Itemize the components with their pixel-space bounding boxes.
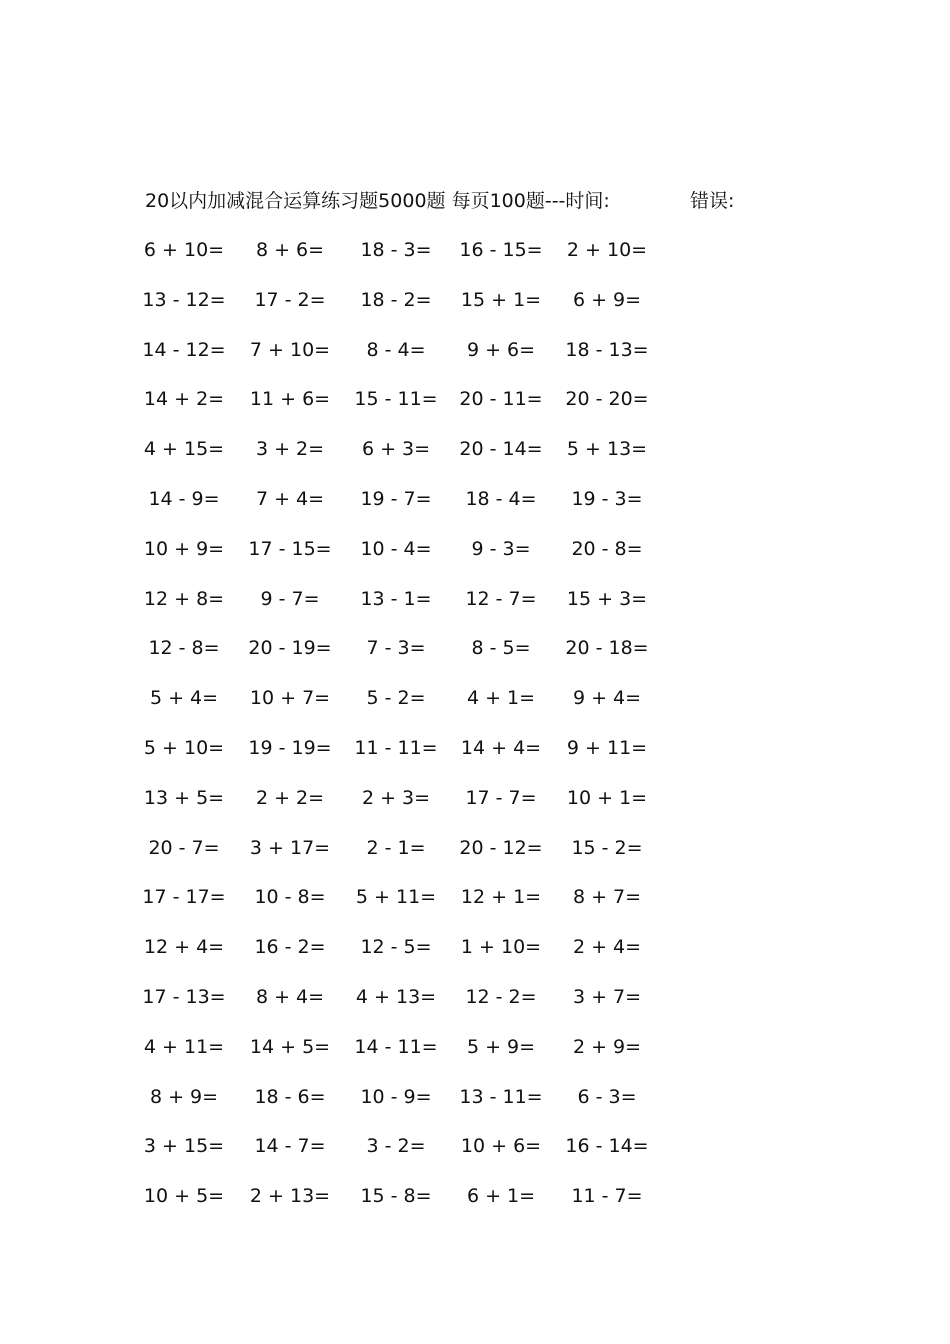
problem: 6 + 10=	[143, 239, 225, 261]
problem: 13 - 1=	[360, 587, 432, 610]
problem-row	[145, 1032, 705, 1082]
problem: 20 - 12=	[459, 836, 543, 859]
problem: 20 - 8=	[571, 537, 643, 560]
problem: 5 + 11=	[355, 886, 437, 909]
errors-label: 错误:	[690, 190, 735, 212]
problem: 7 + 10=	[249, 338, 331, 361]
problem: 12 - 2=	[465, 985, 537, 1008]
problem: 5 - 2=	[366, 687, 426, 710]
problem: 12 + 1=	[460, 886, 542, 909]
problem: 14 - 12=	[142, 338, 226, 361]
problem: 19 - 19=	[248, 736, 332, 759]
problem: 14 + 4=	[460, 736, 542, 759]
problem: 15 - 11=	[354, 388, 438, 411]
problem: 12 - 8=	[148, 637, 220, 660]
problem-row	[145, 484, 705, 534]
problem: 4 + 15=	[143, 438, 225, 461]
problem: 10 + 7=	[249, 687, 331, 710]
problem-row	[142, 882, 705, 932]
problem: 18 - 2=	[360, 288, 432, 311]
problem-row	[145, 783, 705, 833]
problem: 2 + 4=	[572, 936, 642, 959]
problem: 16 - 15=	[459, 239, 543, 261]
problem: 20 - 19=	[248, 637, 332, 660]
problem: 17 - 17=	[142, 886, 226, 909]
problem: 13 - 11=	[459, 1085, 543, 1108]
problem: 8 - 4=	[366, 338, 426, 361]
problem: 10 + 9=	[143, 537, 225, 560]
problem: 11 + 6=	[249, 388, 331, 411]
problem: 6 + 9=	[572, 288, 642, 311]
problem: 5 + 13=	[566, 438, 648, 461]
problem: 20 - 11=	[459, 388, 543, 411]
problem-row	[145, 584, 705, 634]
problem: 2 + 9=	[572, 1035, 642, 1058]
problem: 16 - 2=	[254, 936, 326, 959]
problem-row	[145, 434, 705, 484]
problem: 15 - 2=	[571, 836, 643, 859]
problem: 9 + 6=	[466, 338, 536, 361]
problem: 14 - 7=	[254, 1135, 326, 1158]
problem-row	[145, 833, 705, 883]
problem-row	[145, 1181, 705, 1231]
problem: 8 - 5=	[471, 637, 531, 660]
problem: 11 - 7=	[571, 1185, 643, 1208]
problem: 6 + 1=	[466, 1185, 536, 1208]
problem: 3 + 7=	[572, 985, 642, 1008]
problem-row	[145, 733, 705, 783]
problem: 8 + 7=	[572, 886, 642, 909]
problem: 8 + 9=	[149, 1085, 219, 1108]
problem: 12 + 8=	[143, 587, 225, 610]
problem: 3 + 17=	[249, 836, 331, 859]
worksheet-title: 20以内加减混合运算练习题5000题 每页100题---时间:	[145, 190, 610, 212]
problem: 5 + 9=	[466, 1035, 536, 1058]
problem: 20 - 14=	[459, 438, 543, 461]
problem: 2 - 1=	[366, 836, 426, 859]
problem: 10 - 4=	[360, 537, 432, 560]
problem: 12 - 5=	[360, 936, 432, 959]
problem: 15 - 8=	[360, 1185, 432, 1208]
problem: 17 - 13=	[142, 985, 226, 1008]
problem: 20 - 18=	[565, 637, 649, 660]
problem: 12 - 7=	[465, 587, 537, 610]
problem: 4 + 11=	[143, 1035, 225, 1058]
problem: 9 + 11=	[566, 736, 648, 759]
problem-row	[145, 683, 705, 733]
problem: 5 + 4=	[149, 687, 219, 710]
problem-row	[142, 982, 705, 1032]
problem: 10 + 5=	[143, 1185, 225, 1208]
problem: 15 + 3=	[566, 587, 648, 610]
problem-grid	[142, 235, 705, 1231]
problem: 10 - 8=	[254, 886, 326, 909]
problem: 4 + 1=	[466, 687, 536, 710]
problem: 18 - 3=	[360, 239, 432, 261]
problem-row	[142, 335, 705, 385]
problem: 9 - 3=	[471, 537, 531, 560]
problem: 14 - 9=	[148, 487, 220, 510]
problem: 13 - 12=	[142, 288, 226, 311]
problem: 13 + 5=	[143, 786, 225, 809]
problem: 20 - 7=	[148, 836, 220, 859]
problem: 20 - 20=	[565, 388, 649, 411]
problem: 14 - 11=	[354, 1035, 438, 1058]
problem: 17 - 15=	[248, 537, 332, 560]
problem: 12 + 4=	[143, 936, 225, 959]
problem-row	[145, 384, 705, 434]
problem-row	[145, 1131, 705, 1181]
problem: 3 + 2=	[255, 438, 325, 461]
problem: 8 + 6=	[255, 239, 325, 261]
problem-row	[145, 932, 705, 982]
problem: 15 + 1=	[460, 288, 542, 311]
problem: 2 + 3=	[361, 786, 431, 809]
problem: 7 - 3=	[366, 637, 426, 660]
problem: 9 - 7=	[260, 587, 320, 610]
problem: 6 - 3=	[577, 1085, 637, 1108]
problem-row	[145, 1082, 705, 1132]
problem: 10 + 1=	[566, 786, 648, 809]
problem: 4 + 13=	[355, 985, 437, 1008]
problem: 17 - 2=	[254, 288, 326, 311]
problem: 18 - 4=	[465, 487, 537, 510]
problem: 6 + 3=	[361, 438, 431, 461]
problem-row	[145, 534, 705, 584]
problem: 2 + 2=	[255, 786, 325, 809]
problem: 14 + 5=	[249, 1035, 331, 1058]
problem: 2 + 10=	[566, 239, 648, 261]
problem: 8 + 4=	[255, 985, 325, 1008]
problem: 11 - 11=	[354, 736, 438, 759]
problem: 17 - 7=	[465, 786, 537, 809]
problem: 16 - 14=	[565, 1135, 649, 1158]
problem: 18 - 13=	[565, 338, 649, 361]
problem: 9 + 4=	[572, 687, 642, 710]
problem: 18 - 6=	[254, 1085, 326, 1108]
problem-row	[145, 235, 705, 285]
problem: 19 - 7=	[360, 487, 432, 510]
problem: 1 + 10=	[460, 936, 542, 959]
problem: 10 + 6=	[460, 1135, 542, 1158]
problem-row	[145, 633, 705, 683]
problem: 19 - 3=	[571, 487, 643, 510]
problem: 14 + 2=	[143, 388, 225, 411]
problem: 10 - 9=	[360, 1085, 432, 1108]
problem: 5 + 10=	[143, 736, 225, 759]
problem: 3 - 2=	[366, 1135, 426, 1158]
problem: 3 + 15=	[143, 1135, 225, 1158]
problem: 2 + 13=	[249, 1185, 331, 1208]
problem: 7 + 4=	[255, 487, 325, 510]
problem-row	[142, 285, 705, 335]
